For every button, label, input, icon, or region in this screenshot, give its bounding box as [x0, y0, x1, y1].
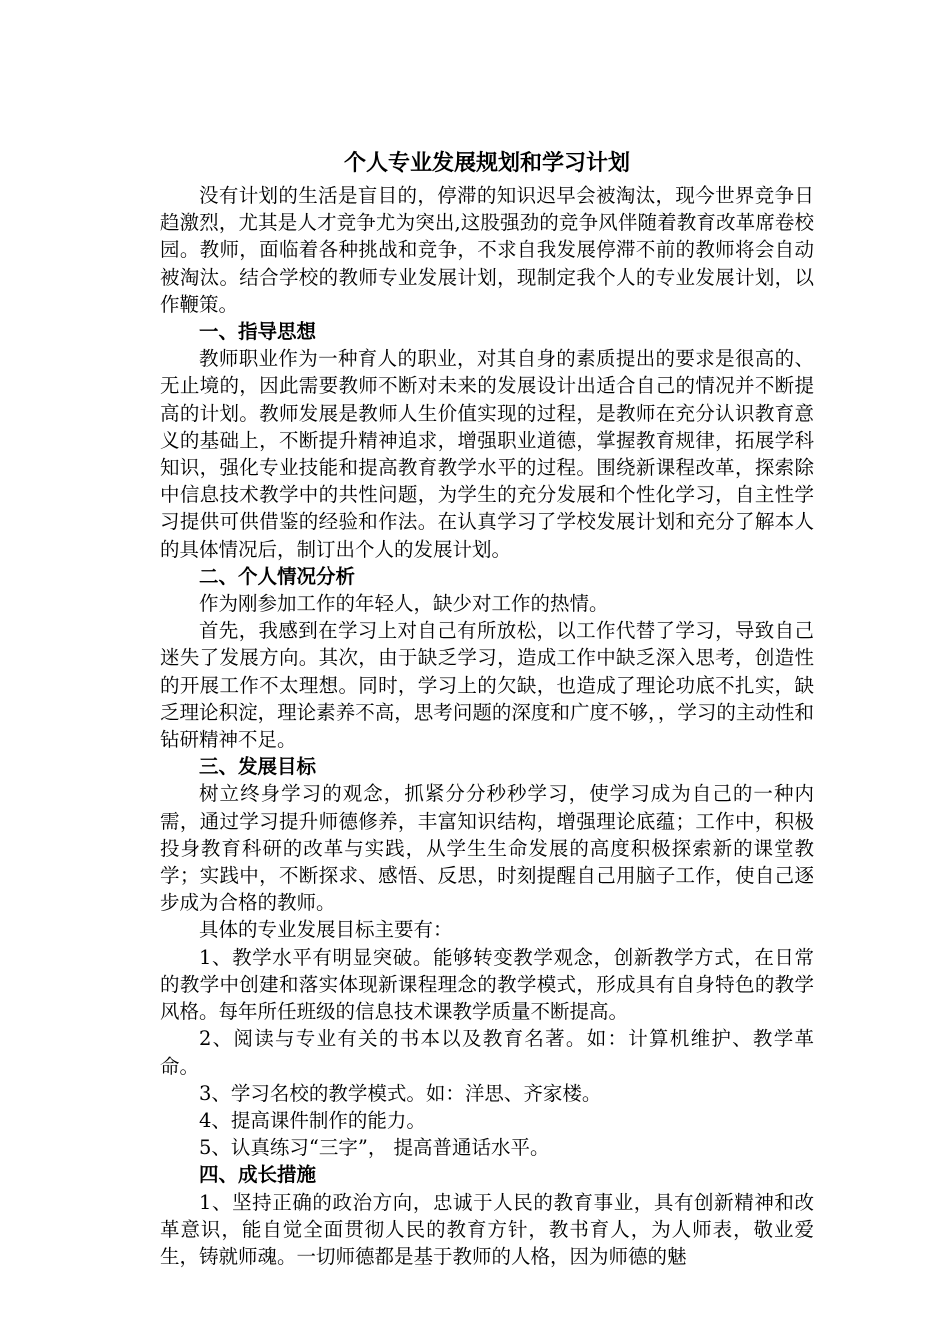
intro-paragraph: 没有计划的生活是盲目的，停滞的知识迟早会被淘汰，现今世界竞争日趋激烈，尤其是人才竞争尤为突出,这股强劲的竞争风伴随着教育改革席卷校园。教师，面临着各种挑战和竞争，不求自我发展停滞不前的教师将会自动被淘汰。结合学校的教师专业发展计划，现制定我个人的专业发展计划，以作鞭策。	[160, 184, 814, 316]
page-title: 个人专业发展规划和学习计划	[343, 150, 630, 176]
personal-analysis-paragraph-2: 首先，我感到在学习上对自己有所放松，以工作代替了学习，导致自己迷失了发展方向。其次，由于缺乏学习，造成工作中缺乏深入思考，创造性的开展工作不太理想。同时，学习上的欠缺，也造成了理论功底不扎实，缺乏理论积淀，理论素养不高，思考问题的深度和广度不够，，学习的主动性和钻研精神不足。	[160, 619, 814, 752]
goal-item-2: 2、阅读与专业有关的书本以及教育名著。如：计算机维护、教学革命。	[160, 1027, 814, 1078]
section-heading-guiding-ideology: 一、指导思想	[199, 320, 317, 344]
section-heading-growth-measures: 四、成长措施	[199, 1163, 317, 1187]
personal-analysis-paragraph-1: 作为刚参加工作的年轻人，缺少对工作的热情。	[199, 592, 609, 616]
development-goals-intro: 具体的专业发展目标主要有：	[199, 918, 453, 942]
guiding-ideology-paragraph: 教师职业作为一种育人的职业，对其自身的素质提出的要求是很高的、无止境的，因此需要教师不断对未来的发展设计出适合自己的情况并不断提高的计划。教师发展是教师人生价值实现的过程，是教师在充分认识教育意义的基础上，不断提升精神追求，增强职业道德，掌握教育规律，拓展学科知识，强化专业技能和提高教育教学水平的过程。围绕新课程改革，探索除中信息技术教学中的共性问题，为学生的充分发展和个性化学习，自主性学习提供可供借鉴的经验和作法。在认真学习了学校发展计划和充分了解本人的具体情况后，制订出个人的发展计划。	[160, 347, 814, 561]
document-page	[160, 148, 814, 1270]
goal-item-1: 1、教学水平有明显突破。能够转变教学观念，创新教学方式，在日常的教学中创建和落实体现新课程理念的教学模式，形成具有自身特色的教学风格。每年所任班级的信息技术课教学质量不断提高。	[160, 945, 814, 1024]
goal-item-3: 3、学习名校的教学模式。如：洋思、齐家楼。	[199, 1081, 602, 1105]
section-heading-development-goals: 三、发展目标	[199, 755, 317, 779]
growth-measure-item-1: 1、坚持正确的政治方向，忠诚于人民的教育事业，具有创新精神和改革意识，能自觉全面贯彻人民的教育方针，教书育人，为人师表，敬业爱生，铸就师魂。一切师德都是基于教师的人格，因为师德的魅	[160, 1190, 814, 1268]
goal-item-4: 4、提高课件制作的能力。	[199, 1108, 426, 1132]
goal-item-5: 5、认真练习“三字”， 提高普通话水平。	[199, 1136, 550, 1160]
development-goals-paragraph: 树立终身学习的观念，抓紧分分秒秒学习，使学习成为自己的一种内需，通过学习提升师德修养，丰富知识结构，增强理论底蕴；工作中，积极投身教育科研的改革与实践，从学生生命发展的高度积极探索新的课堂教学；实践中，不断探求、感悟、反思，时刻提醒自己用脑子工作，使自己逐步成为合格的教师。	[160, 782, 814, 915]
section-heading-personal-analysis: 二、个人情况分析	[199, 564, 356, 588]
